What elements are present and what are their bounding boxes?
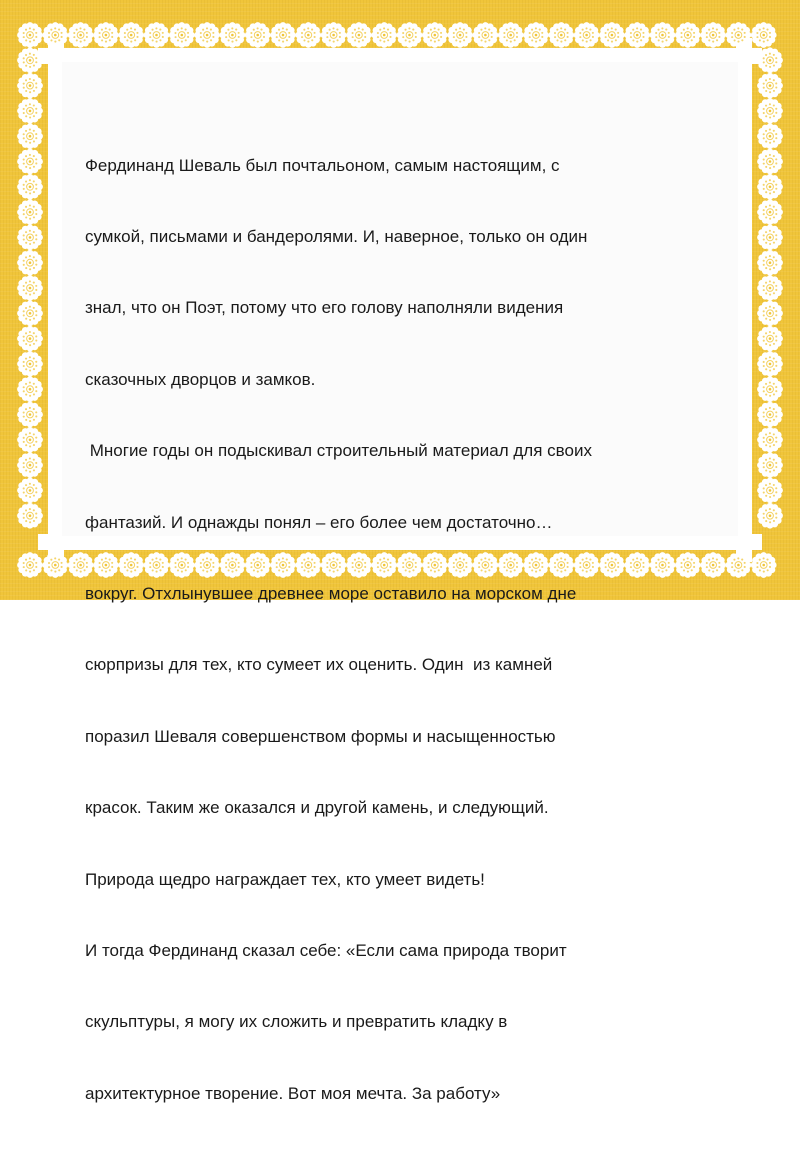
lace-flower: [751, 22, 777, 48]
lace-flower: [68, 22, 94, 48]
text-line: вокруг. Отхлынувшее древнее море оставило на морском дне: [85, 583, 577, 603]
lace-flower: [17, 225, 43, 251]
lace-flower: [599, 22, 625, 48]
lace-flower: [757, 149, 783, 175]
lace-flower: [17, 199, 43, 225]
lace-flower: [757, 275, 783, 301]
lace-flower: [757, 402, 783, 428]
text-line: Фердинанд Шеваль был почтальоном, самым настоящим, с: [85, 155, 560, 175]
lace-flower: [523, 22, 549, 48]
lace-flower: [17, 123, 43, 149]
body-text: [85, 106, 685, 1153]
lace-flower: [757, 73, 783, 99]
text-line: сюрпризы для тех, кто сумеет их оценить. Один из камней: [85, 655, 553, 675]
text-line: знал, что он Поэт, потому что его голову наполняли видения: [85, 298, 564, 318]
lace-flower: [700, 22, 726, 48]
lace-flower: [422, 22, 448, 48]
text-line: красок. Таким же оказался и другой камень, и следующий.: [85, 798, 549, 818]
lace-flower: [757, 478, 783, 504]
lace-flower: [548, 22, 574, 48]
lace-flower: [17, 427, 43, 453]
lace-flower: [650, 22, 676, 48]
lace-flower: [295, 22, 321, 48]
lace-flower: [17, 326, 43, 352]
lace-flower: [757, 351, 783, 377]
lace-flower: [498, 22, 524, 48]
text-line: архитектурное творение. Вот моя мечта. За работу»: [85, 1083, 501, 1103]
text-line: фантазий. И однажды понял – его более чем достаточно…: [85, 512, 553, 532]
lace-flower: [346, 22, 372, 48]
lace-flower: [17, 376, 43, 402]
lace-flower: [757, 250, 783, 276]
lace-flower: [397, 22, 423, 48]
lace-flower: [17, 22, 43, 48]
lace-flower: [144, 22, 170, 48]
text-line: сумкой, письмами и бандеролями. И, наверное, только он один: [85, 226, 588, 246]
lace-flower: [17, 351, 43, 377]
lace-flower: [371, 22, 397, 48]
lace-flower: [17, 73, 43, 99]
lace-flower: [757, 376, 783, 402]
lace-flower: [42, 22, 68, 48]
lace-flower: [17, 503, 43, 529]
lace-flower: [245, 22, 271, 48]
lace-flower: [17, 98, 43, 124]
text-line: сказочных дворцов и замков.: [85, 369, 316, 389]
lace-flower: [17, 149, 43, 175]
lace-flower: [17, 402, 43, 428]
lace-flower: [757, 123, 783, 149]
lace-flower: [700, 552, 726, 578]
lace-flower: [118, 22, 144, 48]
lace-flower: [17, 478, 43, 504]
lace-flower: [169, 22, 195, 48]
lace-flower: [447, 22, 473, 48]
text-line: Природа щедро награждает тех, кто умеет видеть!: [85, 869, 485, 889]
lace-flower: [757, 225, 783, 251]
lace-flower: [757, 452, 783, 478]
lace-flower: [17, 275, 43, 301]
lace-flower: [473, 22, 499, 48]
lace-band: [736, 38, 752, 562]
lace-flower: [270, 22, 296, 48]
lace-flower: [757, 503, 783, 529]
lace-flower: [220, 22, 246, 48]
lace-flower: [17, 300, 43, 326]
text-line: Многие годы он подыскивал строительный материал для своих: [85, 441, 592, 461]
lace-flower: [194, 22, 220, 48]
text-line: скульптуры, я могу их сложить и превратить кладку в: [85, 1012, 508, 1032]
lace-flower: [757, 98, 783, 124]
text-line: И тогда Фердинанд сказал себе: «Если сама природа творит: [85, 940, 567, 960]
lace-flower: [17, 250, 43, 276]
lace-flower: [751, 552, 777, 578]
lace-flower: [17, 174, 43, 200]
lace-flower: [93, 22, 119, 48]
lace-flower: [17, 452, 43, 478]
lace-flower: [321, 22, 347, 48]
text-line: поразил Шеваля совершенством формы и насыщенностью: [85, 726, 556, 746]
lace-flower: [17, 552, 43, 578]
lace-flower: [757, 199, 783, 225]
lace-flower: [675, 22, 701, 48]
lace-flower: [757, 300, 783, 326]
lace-flower: [757, 174, 783, 200]
lace-flower: [757, 427, 783, 453]
lace-flower: [757, 326, 783, 352]
lace-flower: [42, 552, 68, 578]
lace-flower: [574, 22, 600, 48]
lace-flower: [624, 22, 650, 48]
